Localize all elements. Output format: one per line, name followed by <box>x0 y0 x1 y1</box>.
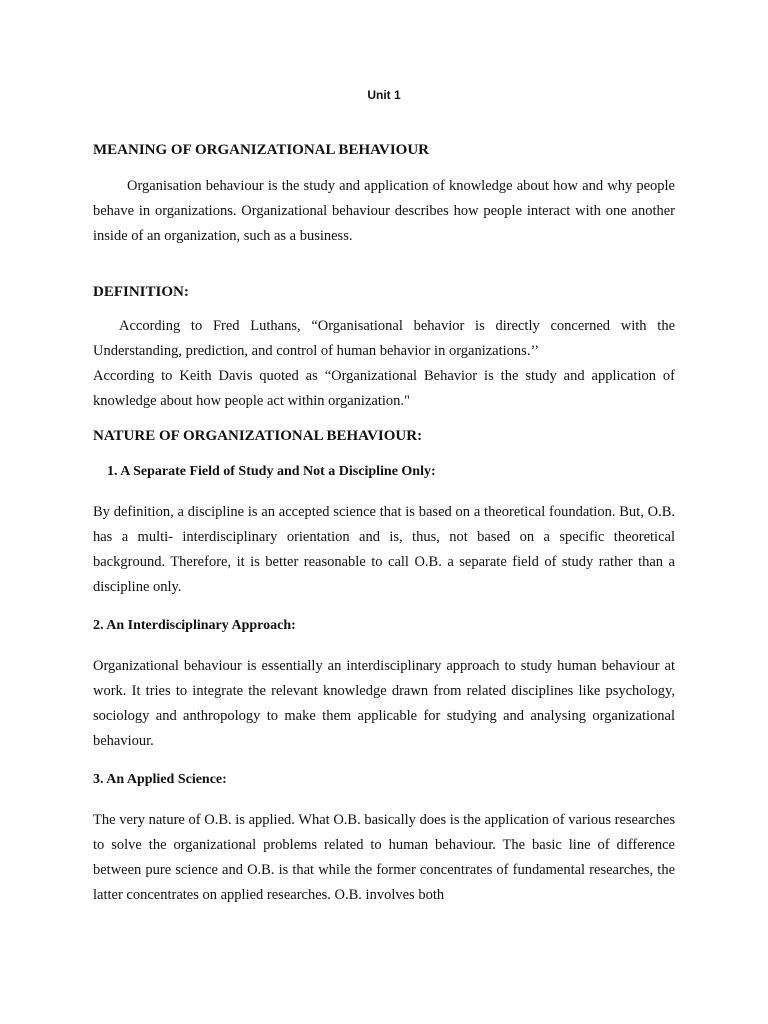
point-2-text: Organizational behaviour is essentially an interdisciplinary approach to study human behaviour at work. It tries to integrate the relevant knowledge drawn from related disciplines like psychology, sociology and anthropology to make them applicable for studying and analysing organizational behaviour. <box>93 658 675 749</box>
definition-luthans: According to Fred Luthans, “Organisational behavior is directly concerned with the Understanding, prediction, and control of human behavior in organizations.’’ <box>93 318 675 359</box>
point-2-heading: 2. An Interdisciplinary Approach: <box>93 618 296 633</box>
nature-heading: NATURE OF ORGANIZATIONAL BEHAVIOUR: <box>93 428 423 444</box>
point-3-text: The very nature of O.B. is applied. What O.B. basically does is the application of various researches to solve the organizational problems related to human behaviour. The basic line of difference between pure science and O.B. is that while the former concentrates of fundamental researches, the latter concentrates on applied researches. O.B. involves both <box>93 812 675 903</box>
unit-label: Unit 1 <box>367 88 401 102</box>
point-3-heading: 3. An Applied Science: <box>93 772 227 787</box>
point-1-heading: 1. A Separate Field of Study and Not a Discipline Only: <box>107 464 436 479</box>
point-1-text: By definition, a discipline is an accepted science that is based on a theoretical foundation. But, O.B. has a multi- interdisciplinary orientation and is, thus, not based on a specific theoretical background. Therefore, it is better reasonable to call O.B. a separate field of study rather than a discipline only. <box>93 504 675 595</box>
document-body <box>93 140 675 908</box>
meaning-heading: MEANING OF ORGANIZATIONAL BEHAVIOUR <box>93 142 430 158</box>
definition-davis: According to Keith Davis quoted as “Organizational Behavior is the study and application of knowledge about how people act within organization." <box>93 368 675 409</box>
meaning-paragraph: Organisation behaviour is the study and application of knowledge about how and why people behave in organizations. Organizational behaviour describes how people interact with one another inside of an organization, such as a business. <box>93 178 675 244</box>
definition-heading: DEFINITION: <box>93 284 189 300</box>
